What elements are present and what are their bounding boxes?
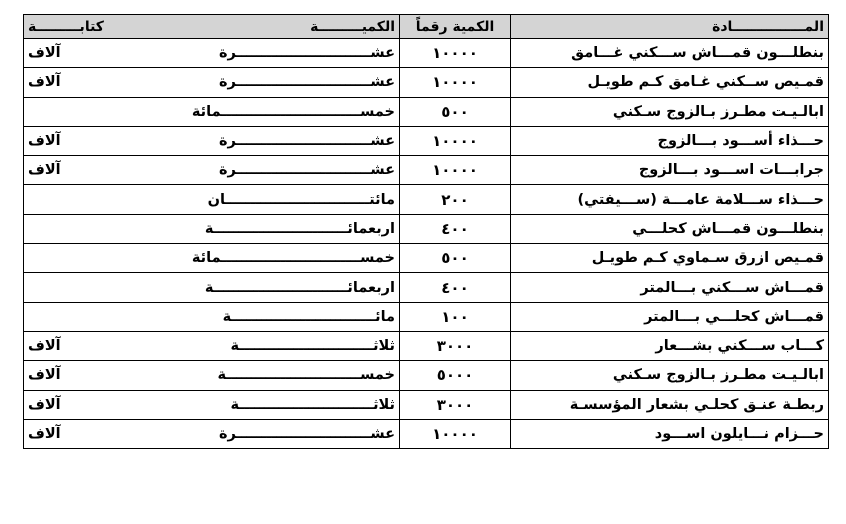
header-row bbox=[24, 15, 829, 39]
table-row bbox=[24, 156, 829, 185]
item-cell: حـــزام نـــايلون اســـود bbox=[511, 419, 829, 448]
quantity-cell: ٢٠٠ bbox=[400, 185, 511, 214]
quantity-cell: ٥٠٠٠ bbox=[400, 361, 511, 390]
items-table bbox=[23, 14, 829, 449]
table-row bbox=[24, 68, 829, 97]
item-cell: جرابـــات اســـود بـــالزوج bbox=[511, 156, 829, 185]
quantity-words-cell: مائتـــــــــــــــــــــــــــــان bbox=[24, 185, 400, 214]
quantity-words-cell: خمســــــــــــــــــــــــــــمائة bbox=[24, 97, 400, 126]
quantity-words-cell: ثلاثـــــــــــــــــــــــــــة آلاف bbox=[24, 331, 400, 360]
table-row bbox=[24, 273, 829, 302]
quantity-cell: ٣٠٠٠ bbox=[400, 390, 511, 419]
item-cell: ابالـيـت مطـرز بـالزوج سـكني bbox=[511, 361, 829, 390]
quantity-cell: ١٠٠٠٠ bbox=[400, 39, 511, 68]
table-row bbox=[24, 185, 829, 214]
quantity-cell: ٥٠٠ bbox=[400, 244, 511, 273]
quantity-words-cell: خمســــــــــــــــــــــــــــمائة bbox=[24, 244, 400, 273]
header-item: المـــــــــــــــادة bbox=[511, 15, 829, 39]
quantity-words-cell: عشـــــــــــــــــــــــــــرة آلاف bbox=[24, 68, 400, 97]
table-row bbox=[24, 244, 829, 273]
quantity-words-cell: ثلاثـــــــــــــــــــــــــــة آلاف bbox=[24, 390, 400, 419]
item-cell: بنطلـــون قمـــاش كحلـــي bbox=[511, 214, 829, 243]
header-quantity-words: الكميـــــــــة كتابـــــــــة bbox=[24, 15, 400, 39]
quantity-cell: ٤٠٠ bbox=[400, 273, 511, 302]
table-row bbox=[24, 390, 829, 419]
item-cell: قمـيص ســكني غـامق كـم طويـل bbox=[511, 68, 829, 97]
quantity-words-cell: عشـــــــــــــــــــــــــــرة آلاف bbox=[24, 419, 400, 448]
quantity-cell: ١٠٠٠٠ bbox=[400, 126, 511, 155]
quantity-words-cell: عشـــــــــــــــــــــــــــرة آلاف bbox=[24, 39, 400, 68]
item-cell: قمـــاش ســـكني بـــالمتر bbox=[511, 273, 829, 302]
item-cell: ربطـة عنـق كحلـي بشعار المؤسسـة bbox=[511, 390, 829, 419]
quantity-words-cell: عشـــــــــــــــــــــــــــرة آلاف bbox=[24, 126, 400, 155]
table-row bbox=[24, 126, 829, 155]
table-row bbox=[24, 419, 829, 448]
quantity-cell: ٥٠٠ bbox=[400, 97, 511, 126]
item-cell: بنطلـــون قمـــاش ســـكني غـــامق bbox=[511, 39, 829, 68]
quantity-words-cell: عشـــــــــــــــــــــــــــرة آلاف bbox=[24, 156, 400, 185]
item-cell: قمـــاش كحلـــي بـــالمتر bbox=[511, 302, 829, 331]
quantity-cell: ١٠٠ bbox=[400, 302, 511, 331]
quantity-words-cell: خمســـــــــــــــــــــــــــة آلاف bbox=[24, 361, 400, 390]
header-quantity-number: الكمية رقماً bbox=[400, 15, 511, 39]
quantity-cell: ٣٠٠٠ bbox=[400, 331, 511, 360]
quantity-words-cell: مائـــــــــــــــــــــــــــــة bbox=[24, 302, 400, 331]
item-cell: قمـيص ازرق سـماوي كـم طويـل bbox=[511, 244, 829, 273]
quantity-words-cell: اربعمائـــــــــــــــــــــــــــة bbox=[24, 273, 400, 302]
quantity-cell: ١٠٠٠٠ bbox=[400, 156, 511, 185]
quantity-words-cell: اربعمائـــــــــــــــــــــــــــة bbox=[24, 214, 400, 243]
quantity-cell: ٤٠٠ bbox=[400, 214, 511, 243]
table-row bbox=[24, 361, 829, 390]
table-row bbox=[24, 39, 829, 68]
item-cell: حـــذاء أســـود بـــالزوج bbox=[511, 126, 829, 155]
table-row bbox=[24, 214, 829, 243]
table-row bbox=[24, 302, 829, 331]
table-row bbox=[24, 331, 829, 360]
table-row bbox=[24, 97, 829, 126]
quantity-cell: ١٠٠٠٠ bbox=[400, 68, 511, 97]
item-cell: حـــذاء ســـلامة عامـــة (ســـيفتي) bbox=[511, 185, 829, 214]
item-cell: ابالـيـت مطـرز بـالزوج سـكني bbox=[511, 97, 829, 126]
quantity-cell: ١٠٠٠٠ bbox=[400, 419, 511, 448]
item-cell: كـــاب ســـكني بشـــعار bbox=[511, 331, 829, 360]
